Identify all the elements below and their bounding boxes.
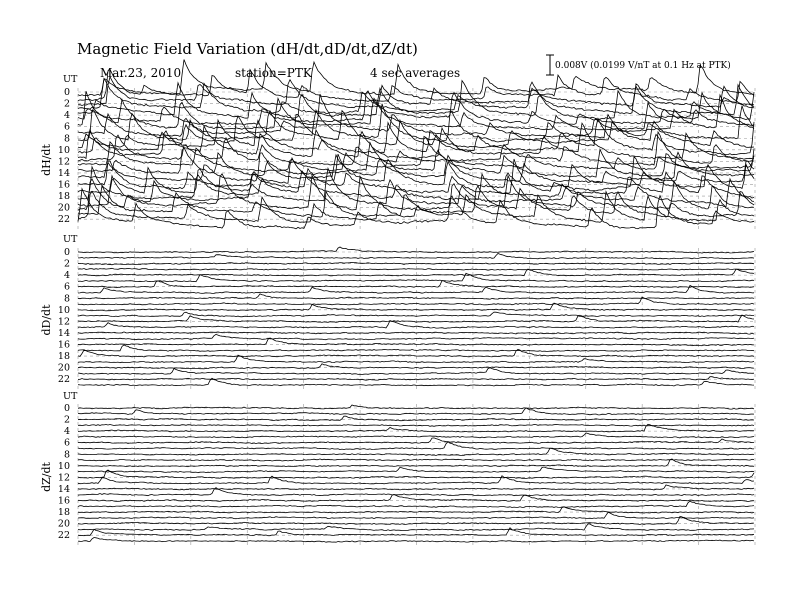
panel-ylabel: dD/dt bbox=[40, 304, 53, 336]
hour-label: 10 bbox=[57, 304, 70, 316]
trace-line bbox=[78, 377, 754, 381]
scale-bar bbox=[546, 55, 731, 75]
trace-line bbox=[78, 345, 754, 352]
ut-label: UT bbox=[63, 234, 78, 245]
trace-line bbox=[78, 312, 754, 317]
hour-label: 22 bbox=[57, 214, 70, 226]
hour-label: 2 bbox=[63, 258, 70, 270]
trace-line bbox=[78, 167, 754, 200]
trace-line bbox=[78, 268, 754, 270]
figure-title: Magnetic Field Variation (dH/dt,dD/dt,dZ/dt) bbox=[77, 40, 418, 58]
ut-label: UT bbox=[63, 391, 78, 402]
hour-label: 16 bbox=[57, 179, 70, 191]
panels-layer bbox=[40, 60, 755, 546]
panel-dH-dt bbox=[40, 60, 755, 230]
trace-line bbox=[78, 438, 754, 444]
hour-label: 6 bbox=[63, 437, 70, 449]
hour-label: 2 bbox=[63, 98, 70, 110]
panel-ylabel: dH/dt bbox=[40, 144, 53, 176]
trace-line bbox=[78, 467, 754, 473]
traces bbox=[78, 405, 754, 542]
hour-label: 18 bbox=[57, 191, 70, 203]
trace-line bbox=[78, 334, 754, 339]
hour-label: 4 bbox=[63, 270, 70, 282]
trace-line bbox=[78, 368, 754, 375]
trace-line bbox=[78, 303, 754, 311]
trace-line bbox=[78, 512, 754, 518]
trace-line bbox=[78, 152, 754, 182]
trace-line bbox=[78, 262, 754, 264]
hour-label: 6 bbox=[63, 121, 70, 133]
hour-label: 16 bbox=[57, 339, 70, 351]
trace-line bbox=[78, 524, 754, 531]
trace-line bbox=[78, 528, 754, 536]
date-label: Mar.23, 2010 bbox=[100, 66, 182, 80]
hour-label: 8 bbox=[63, 133, 70, 145]
panel-dD-dt bbox=[40, 234, 755, 389]
hour-label: 0 bbox=[63, 403, 70, 414]
trace-line bbox=[78, 332, 754, 334]
trace-line bbox=[78, 123, 754, 159]
hour-label: 20 bbox=[57, 202, 70, 214]
hour-label: 22 bbox=[57, 374, 70, 386]
hour-label: 20 bbox=[57, 518, 70, 530]
hour-label: 18 bbox=[57, 351, 70, 363]
hour-label: 4 bbox=[63, 426, 70, 438]
trace-line bbox=[78, 364, 754, 369]
trace-line bbox=[78, 433, 754, 438]
hour-label: 4 bbox=[63, 110, 70, 122]
hour-label: 18 bbox=[57, 507, 70, 519]
trace-line bbox=[78, 538, 754, 543]
hour-label: 14 bbox=[57, 327, 70, 339]
trace-line bbox=[78, 254, 754, 259]
hour-label: 12 bbox=[57, 472, 70, 484]
trace-line bbox=[78, 416, 754, 421]
hour-label: 0 bbox=[63, 87, 70, 98]
trace-line bbox=[78, 459, 754, 461]
station-label: station=PTK bbox=[235, 66, 312, 80]
ut-label: UT bbox=[63, 74, 78, 85]
trace-line bbox=[78, 338, 754, 346]
hour-label: 10 bbox=[57, 460, 70, 472]
trace-line bbox=[78, 408, 754, 415]
hour-label: 14 bbox=[57, 483, 70, 495]
hour-label: 16 bbox=[57, 495, 70, 507]
trace-line bbox=[78, 247, 754, 253]
scale-bar-label: 0.008V (0.0199 V/nT at 0.1 Hz at PTK) bbox=[555, 61, 731, 71]
trace-line bbox=[78, 501, 754, 507]
traces bbox=[78, 60, 754, 229]
hour-label: 8 bbox=[63, 293, 70, 305]
hour-label: 10 bbox=[57, 144, 70, 156]
hour-label: 14 bbox=[57, 167, 70, 179]
hour-label: 20 bbox=[57, 362, 70, 374]
hour-label: 2 bbox=[63, 414, 70, 426]
trace-line bbox=[78, 507, 754, 513]
averaging-label: 4 sec averages bbox=[370, 66, 461, 80]
hour-label: 8 bbox=[63, 449, 70, 461]
hour-label: 12 bbox=[57, 156, 70, 168]
hour-label: 6 bbox=[63, 281, 70, 293]
panel-ylabel: dZ/dt bbox=[40, 462, 53, 492]
trace-line bbox=[78, 136, 754, 171]
hour-label: 12 bbox=[57, 316, 70, 328]
traces bbox=[78, 247, 754, 386]
panel-dZ-dt bbox=[40, 391, 755, 545]
trace-line bbox=[78, 405, 754, 409]
hour-label: 0 bbox=[63, 247, 70, 258]
hour-label: 22 bbox=[57, 530, 70, 542]
